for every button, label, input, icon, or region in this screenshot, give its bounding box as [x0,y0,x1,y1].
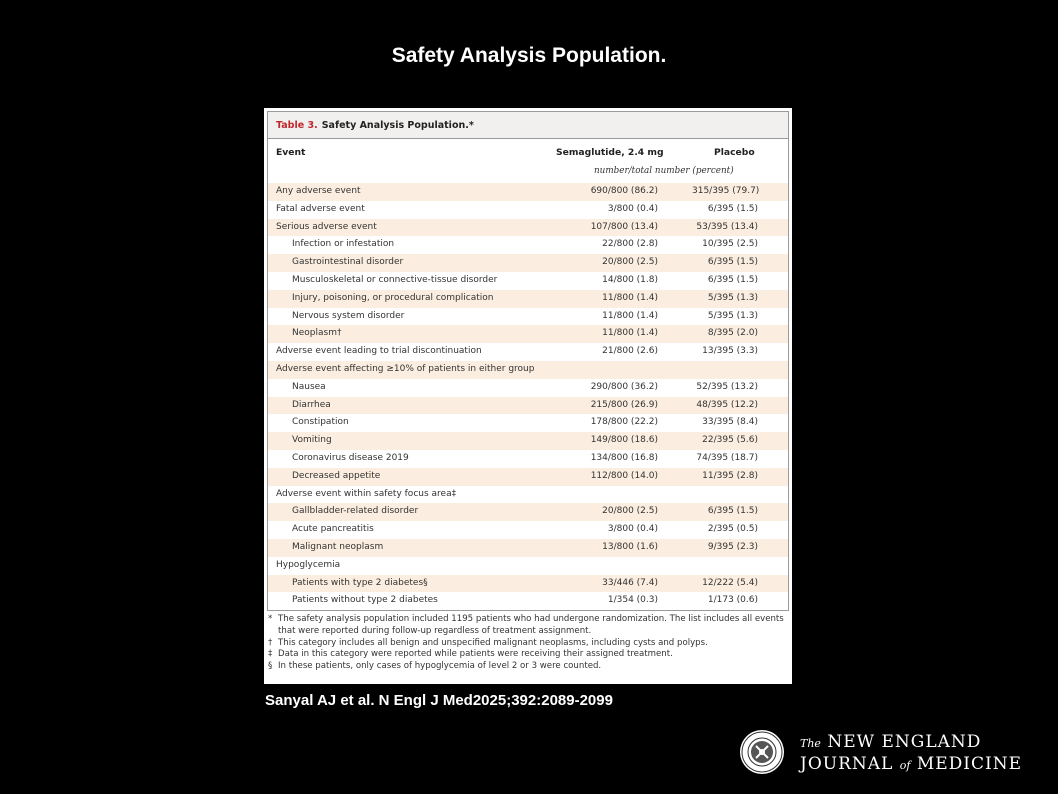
table-frame [267,111,789,611]
semaglutide-cell: 215/800 (26.9) [590,399,658,410]
table-row [268,201,788,219]
slide-title: Safety Analysis Population. [391,44,667,67]
table-row [268,236,788,254]
event-cell: Malignant neoplasm [292,541,384,552]
table-row [268,468,788,486]
semaglutide-cell: 690/800 (86.2) [590,186,658,196]
event-cell: Patients without type 2 diabetes [292,595,438,606]
placebo-cell: 48/395 (12.2) [696,399,758,410]
placebo-cell: 53/395 (13.4) [696,221,758,232]
table-row [268,308,788,326]
nejm-seal-icon [739,729,785,775]
table-row [268,325,788,343]
table-row [268,592,788,610]
event-cell: Any adverse event [276,186,361,196]
placebo-cell: 11/395 (2.8) [702,470,758,481]
table-row [268,290,788,308]
journal-line1: NEW ENGLAND [827,732,982,752]
footnote-text: In these patients, only cases of hypoglycemia of level 2 or 3 were counted. [278,661,602,672]
placebo-cell: 6/395 (1.5) [707,274,758,285]
placebo-cell: 22/395 (5.6) [702,435,758,446]
event-cell: Vomiting [292,435,332,446]
footnote [268,614,788,638]
column-headers [268,139,788,161]
footnotes [268,614,788,673]
semaglutide-cell: 290/800 (36.2) [590,381,658,392]
semaglutide-cell: 134/800 (16.8) [590,452,658,463]
footnote [268,649,788,661]
journal-journal: JOURNAL [800,754,894,774]
col-header-event: Event [276,147,306,158]
semaglutide-cell: 112/800 (14.0) [590,470,658,481]
footnote-text: This category includes all benign and unspecified malignant neoplasms, including cysts and polyps. [278,637,708,648]
footnote [268,638,788,650]
footnote-text: Data in this category were reported while patients were receiving their assigned treatment. [278,649,673,660]
placebo-cell: 33/395 (8.4) [702,417,758,428]
col-header-placebo: Placebo [714,147,755,158]
event-cell: Infection or infestation [292,239,395,250]
table-row [268,397,788,415]
footnote-text: The safety analysis population included 1195 patients who had undergone randomization. The list includes all events that were reported during follow-up regardless of treatment assignment. [278,614,784,636]
journal-medicine: MEDICINE [916,754,1023,774]
placebo-cell: 74/395 (18.7) [696,452,758,463]
semaglutide-cell: 3/800 (0.4) [607,203,658,214]
semaglutide-cell: 11/800 (1.4) [602,292,658,303]
semaglutide-cell: 3/800 (0.4) [607,524,658,535]
journal-of: of [899,759,911,772]
table-row [268,219,788,237]
table-caption [268,112,788,139]
event-cell: Nausea [292,381,326,392]
event-cell: Gallbladder-related disorder [292,506,419,517]
footnote-symbol: * [268,614,273,624]
placebo-cell: 5/395 (1.3) [707,292,758,303]
event-cell: Adverse event affecting ≥10% of patients in either group [276,363,535,374]
table-row [268,557,788,575]
semaglutide-cell: 14/800 (1.8) [602,274,658,285]
event-cell: Nervous system disorder [292,310,405,321]
event-cell: Adverse event within safety focus area‡ [276,488,457,499]
semaglutide-cell: 149/800 (18.6) [590,435,658,446]
table-row [268,361,788,379]
table-row [268,183,788,201]
semaglutide-cell: 21/800 (2.6) [602,346,658,357]
journal-wordmark [800,732,1022,776]
placebo-cell: 9/395 (2.3) [707,541,758,552]
event-cell: Adverse event leading to trial discontinuation [276,346,482,357]
journal-the: The [800,737,821,750]
units-row [268,161,788,183]
event-cell: Decreased appetite [292,470,381,481]
placebo-cell: 5/395 (1.3) [707,310,758,321]
placebo-cell: 8/395 (2.0) [707,328,758,339]
semaglutide-cell: 22/800 (2.8) [602,239,658,250]
placebo-cell: 6/395 (1.5) [707,203,758,214]
table-row [268,343,788,361]
placebo-cell: 6/395 (1.5) [707,257,758,268]
event-cell: Diarrhea [292,399,331,410]
placebo-cell: 10/395 (2.5) [702,239,758,250]
placebo-cell: 2/395 (0.5) [707,524,758,535]
citation: Sanyal AJ et al. N Engl J Med2025;392:2089-2099 [265,692,613,709]
semaglutide-cell: 1/354 (0.3) [607,595,658,606]
event-cell: Coronavirus disease 2019 [292,452,409,463]
semaglutide-cell: 13/800 (1.6) [602,541,658,552]
semaglutide-cell: 20/800 (2.5) [602,257,658,268]
footnote [268,661,788,673]
table-row [268,379,788,397]
semaglutide-cell: 11/800 (1.4) [602,328,658,339]
semaglutide-cell: 178/800 (22.2) [590,417,658,428]
placebo-cell: 6/395 (1.5) [707,506,758,517]
table-row [268,254,788,272]
table-image [264,108,792,684]
table-row [268,414,788,432]
placebo-cell: 1/173 (0.6) [707,595,758,606]
placebo-cell: 12/222 (5.4) [702,577,758,588]
event-cell: Acute pancreatitis [292,524,374,535]
placebo-cell: 315/395 (79.7) [692,186,760,196]
table-row [268,272,788,290]
table-body [268,183,788,610]
footnote-symbol: ‡ [268,649,273,660]
table-row [268,521,788,539]
table-row [268,575,788,593]
footnote-symbol: § [268,661,273,672]
event-cell: Injury, poisoning, or procedural complication [292,292,494,303]
event-cell: Hypoglycemia [276,559,341,570]
event-cell: Constipation [292,417,349,428]
event-cell: Musculoskeletal or connective-tissue disorder [292,274,498,285]
placebo-cell: 13/395 (3.3) [702,346,758,357]
table-row [268,539,788,557]
semaglutide-cell: 20/800 (2.5) [602,506,658,517]
table-row [268,503,788,521]
table-row [268,486,788,504]
footnote-symbol: † [268,637,273,648]
table-row [268,450,788,468]
units-label: number/total number (percent) [594,166,734,176]
table-number: Table 3. [276,119,318,131]
event-cell: Serious adverse event [276,221,377,232]
col-header-semaglutide: Semaglutide, 2.4 mg [556,147,664,158]
table-title: Safety Analysis Population.* [321,119,474,131]
semaglutide-cell: 11/800 (1.4) [602,310,658,321]
event-cell: Gastrointestinal disorder [292,257,404,268]
placebo-cell: 52/395 (13.2) [696,381,758,392]
table-row [268,432,788,450]
semaglutide-cell: 107/800 (13.4) [590,221,658,232]
event-cell: Fatal adverse event [276,203,365,214]
semaglutide-cell: 33/446 (7.4) [602,577,658,588]
event-cell: Patients with type 2 diabetes§ [292,577,428,588]
event-cell: Neoplasm† [292,328,342,339]
